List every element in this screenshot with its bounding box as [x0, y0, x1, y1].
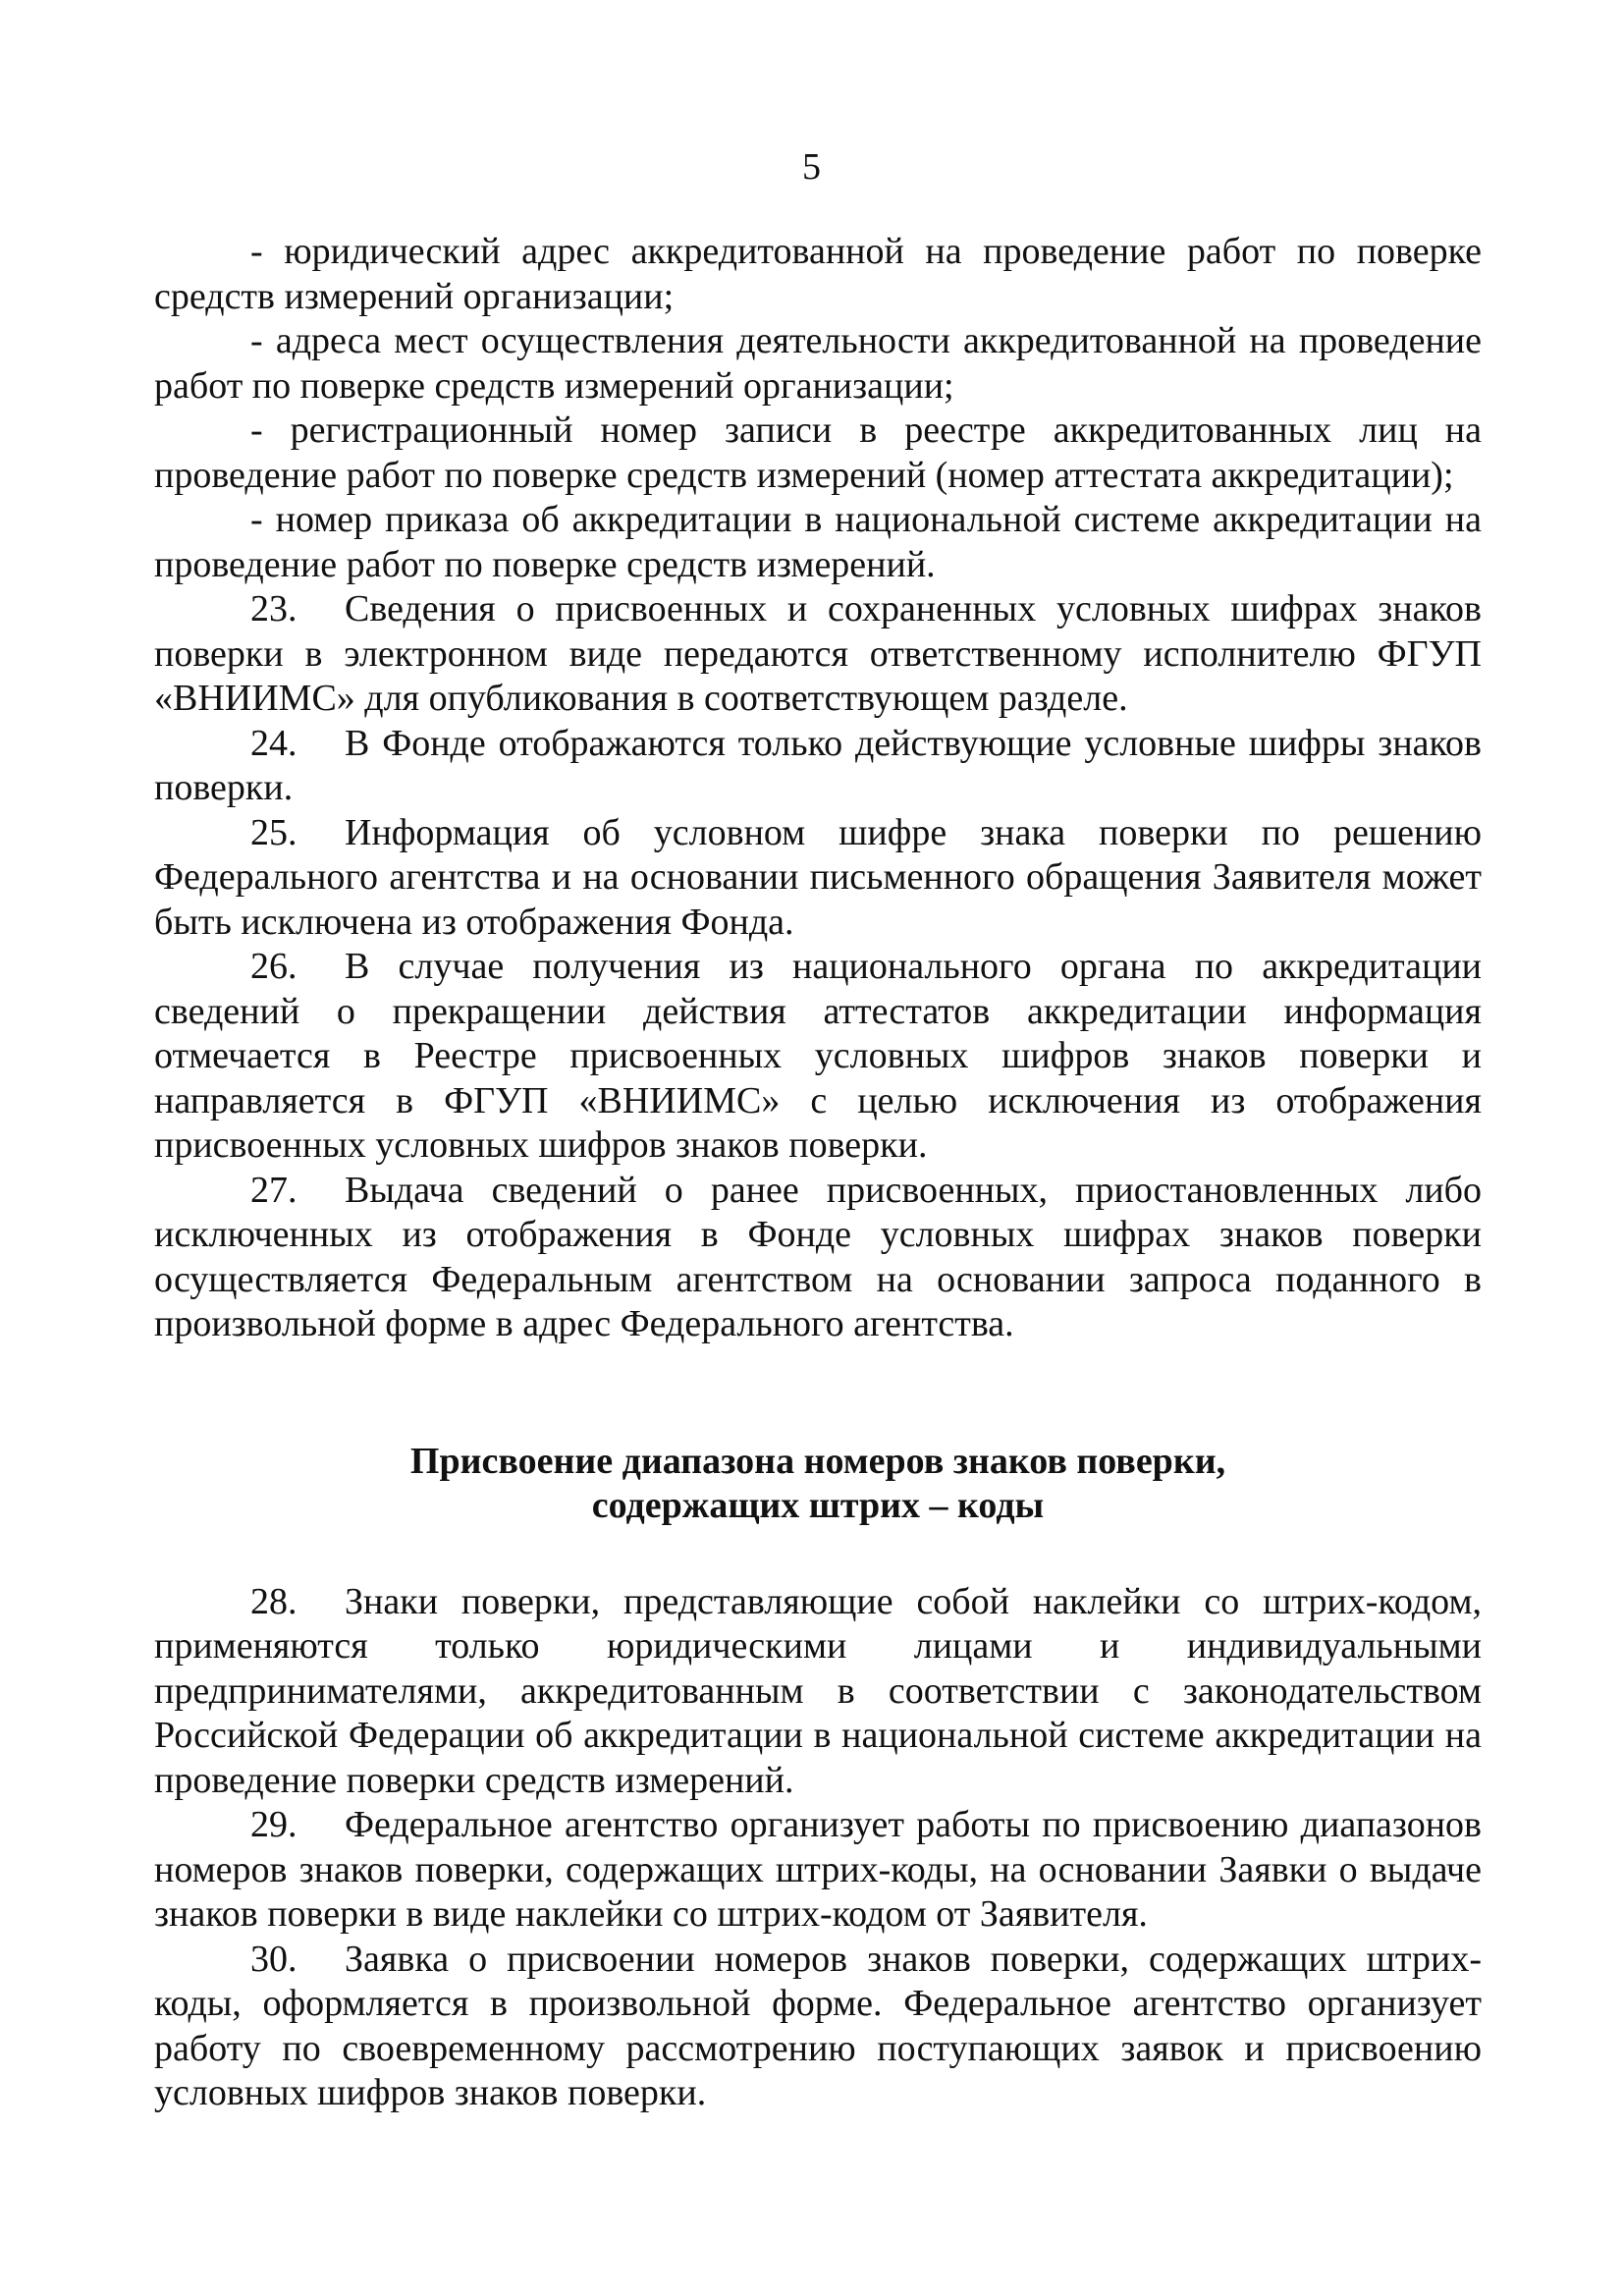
clause-text: Информация об условном шифре знака поверки по решению Федерального агентства и на основании письменного обращения Заявителя может быть исключена из отображения Фонда.	[154, 811, 1482, 943]
clause-29	[154, 1803, 1482, 1938]
page-number: 5	[802, 146, 821, 188]
clause-25	[154, 811, 1482, 946]
section-heading	[154, 1440, 1482, 1529]
clause-number: 30.	[250, 1938, 298, 1980]
clause-text: Сведения о присвоенных и сохраненных условных шифрах знаков поверки в электронном виде передаются ответственному исполнителю ФГУП «ВНИИМС» для опубликования в соответствующем разделе.	[154, 588, 1482, 719]
document-body	[154, 230, 1482, 2116]
clause-number: 26.	[250, 946, 298, 987]
section-heading-line-1: Присвоение диапазона номеров знаков поверки,	[409, 1440, 1226, 1482]
list-item-legal-address	[154, 230, 1482, 319]
section-heading-line-2: содержащих штрих – коды	[591, 1485, 1045, 1526]
clause-number: 29.	[250, 1804, 298, 1845]
clause-26	[154, 945, 1482, 1169]
clause-24	[154, 722, 1482, 811]
clause-text: В случае получения из национального органа по аккредитации сведений о прекращении действия аттестатов аккредитации информация отмечается в Реестре присвоенных условных шифров знаков поверки и направляется в ФГУП «ВНИИМС» с целью исключения из отображения присвоенных условных шифров знаков поверки.	[154, 946, 1482, 1166]
clause-text: Заявка о присвоении номеров знаков поверки, содержащих штрих-коды, оформляется в произвольной форме. Федеральное агентство организует работу по своевременному рассмотрению поступающих заявок и присвоению условных шифров знаков поверки.	[154, 1938, 1482, 2113]
paragraph-text: - юридический адрес аккредитованной на проведение работ по поверке средств измерений организации;	[154, 231, 1482, 317]
list-item-order-number	[154, 498, 1482, 587]
paragraph-text: - адреса мест осуществления деятельности аккредитованной на проведение работ по поверке средств измерений организации;	[154, 320, 1482, 407]
clause-27	[154, 1169, 1482, 1347]
clause-number: 25.	[250, 811, 298, 853]
clause-text: Выдача сведений о ранее присвоенных, приостановленных либо исключенных из отображения в Фонде условных шифрах знаков поверки осуществляется Федеральным агентством на основании запроса поданного в произвольной форме в адрес Федерального агентства.	[154, 1169, 1482, 1344]
clause-text: В Фонде отображаются только действующие условные шифры знаков поверки.	[154, 722, 1482, 808]
list-item-activity-addresses	[154, 319, 1482, 409]
clause-28	[154, 1580, 1482, 1804]
list-item-registration-number	[154, 409, 1482, 498]
clause-text: Знаки поверки, представляющие собой наклейки со штрих-кодом, применяются только юридическими лицами и индивидуальными предпринимателями, аккредитованным в соответствии с законодательством Российской Федерации об аккредитации в национальной системе аккредитации на проведение поверки средств измерений.	[154, 1580, 1482, 1801]
clause-23	[154, 587, 1482, 722]
paragraph-text: - регистрационный номер записи в реестре аккредитованных лиц на проведение работ по поверке средств измерений (номер аттестата аккредитации);	[154, 410, 1482, 496]
clause-number: 23.	[250, 588, 298, 629]
clause-number: 28.	[250, 1580, 298, 1622]
paragraph-text: - номер приказа об аккредитации в национальной системе аккредитации на проведение работ по поверке средств измерений.	[154, 499, 1482, 585]
clause-number: 24.	[250, 722, 298, 764]
clause-number: 27.	[250, 1169, 298, 1211]
clause-30	[154, 1938, 1482, 2116]
clause-text: Федеральное агентство организует работы по присвоению диапазонов номеров знаков поверки, содержащих штрих-коды, на основании Заявки о выдаче знаков поверки в виде наклейки со штрих-кодом от Заявителя.	[154, 1804, 1482, 1935]
